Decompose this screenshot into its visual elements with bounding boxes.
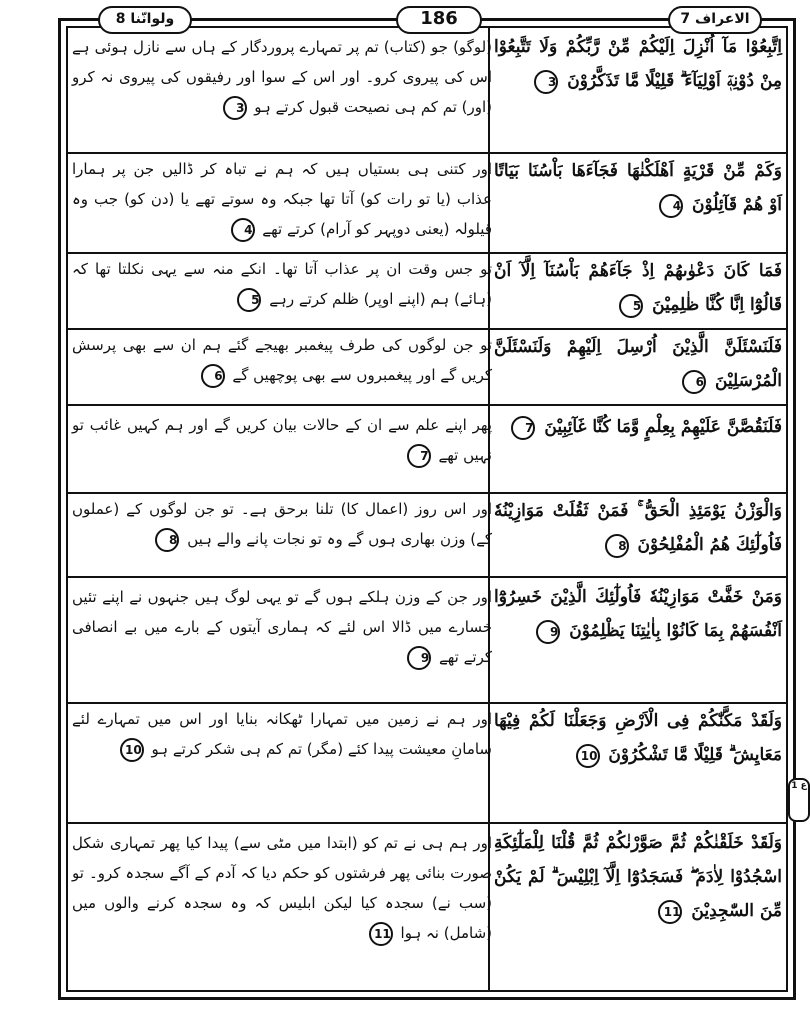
urdu-translation: پھر اپنے علم سے ان کے حالات بیان کریں گے اور ہم کہیں غائب تو نہیں تھے 7 xyxy=(72,410,492,470)
verse-row xyxy=(68,406,786,488)
urdu-translation: تو جس وقت ان پر عذاب آتا تھا۔ انکے منہ سے یہی نکلتا تھا کہ (ہائے) ہم (اپنے اوپر) ظلم کرتے رہے 5 xyxy=(72,254,492,314)
arabic-verse: وَالْوَزْنُ يَوْمَئِذِ الْحَقُّ ۚ فَمَنْ ثَقُلَتْ مَوَازِيْنُهٗ فَاُولٰٓئِكَ هُمُ الْمُفْلِحُوْنَ 8 xyxy=(494,494,782,562)
verse-number: 7 xyxy=(511,416,535,440)
verse-number: 9 xyxy=(407,646,431,670)
verse-number: 10 xyxy=(576,744,600,768)
verse-number: 3 xyxy=(534,70,558,94)
arabic-verse: وَلَقَدْ خَلَقْنٰكُمْ ثُمَّ صَوَّرْنٰكُمْ ثُمَّ قُلْنَا لِلْمَلٰٓئِكَةِ اسْجُدُوْا لِاٰدَمَ ۖ فَسَجَدُوْٓا اِلَّآ اِبْلِيْسَ ۗ لَمْ يَكُنْ مِّنَ السّٰجِدِيْنَ 11 xyxy=(494,826,782,928)
verse-row xyxy=(68,254,786,326)
verse-row xyxy=(68,704,786,816)
surah-name-label: الاعراف 7 xyxy=(668,6,762,34)
urdu-translation: (لوگو) جو (کتاب) تم پر تمہارے پروردگار کے ہاں سے نازل ہوئی ہے اس کی پیروی کرو۔ اور اس کے سوا اور رفیقوں کی پیروی نہ کرو (اور) تم کم ہی نصیحت قبول کرتے ہو 3 xyxy=(72,32,492,122)
page-number: 186 xyxy=(396,6,482,34)
urdu-translation: اور ہم نے زمین میں تمہارا ٹھکانہ بنایا اور اس میں تمہارے لئے سامانِ معیشت پیدا کئے (مگر) تم کم ہی شکر کرتے ہو 10 xyxy=(72,704,492,764)
verse-number: 8 xyxy=(155,528,179,552)
ruku-mark: ع 1 xyxy=(788,778,810,822)
arabic-verse: وَكَمْ مِّنْ قَرْيَةٍ اَهْلَكْنٰهَا فَجَآءَهَا بَاْسُنَا بَيَاتًا اَوْ هُمْ قَآئِلُوْنَ 4 xyxy=(494,154,782,222)
verse-number: 6 xyxy=(682,370,706,394)
quran-page xyxy=(58,4,807,1004)
verse-number: 3 xyxy=(223,96,247,120)
verse-number: 6 xyxy=(201,364,225,388)
arabic-verse: فَمَا كَانَ دَعْوٰىهُمْ اِذْ جَآءَهُمْ بَاْسُنَآ اِلَّآ اَنْ قَالُوْٓا اِنَّا كُنَّا ظٰلِمِيْنَ 5 xyxy=(494,254,782,322)
urdu-translation: تو جن لوگوں کی طرف پیغمبر بھیجے گئے ہم ان سے بھی پرسش کریں گے اور پیغمبروں سے بھی پوچھیں گے 6 xyxy=(72,330,492,390)
urdu-translation: اور کتنی ہی بستیاں ہیں کہ ہم نے تباہ کر ڈالیں جن پر ہمارا عذاب (یا تو رات کو) آتا تھا جبکہ وہ سوتے تھے یا (دن کو) جب وہ قیلولہ (یعنی دوپہر کو آرام) کرتے تھے 4 xyxy=(72,154,492,244)
verse-number: 7 xyxy=(407,444,431,468)
verse-number: 5 xyxy=(237,288,261,312)
verse-number: 11 xyxy=(369,922,393,946)
verse-row xyxy=(68,578,786,698)
arabic-verse: فَلَنَسْئَلَنَّ الَّذِيْنَ اُرْسِلَ اِلَيْهِمْ وَلَنَسْئَلَنَّ الْمُرْسَلِيْنَ 6 xyxy=(494,330,782,398)
verse-number: 4 xyxy=(231,218,255,242)
verse-number: 8 xyxy=(605,534,629,558)
arabic-verse: وَلَقَدْ مَكَّنّٰكُمْ فِى الْاَرْضِ وَجَعَلْنَا لَكُمْ فِيْهَا مَعَايِشَ ۗ قَلِيْلًا مَّا تَشْكُرُوْنَ 10 xyxy=(494,704,782,772)
verse-row xyxy=(68,824,786,984)
arabic-verse: اِتَّبِعُوْا مَآ اُنْزِلَ اِلَيْكُمْ مِّنْ رَّبِّكُمْ وَلَا تَتَّبِعُوْا مِنْ دُوْنِهٖٓ اَوْلِيَآءَ ۗ قَلِيْلًا مَّا تَذَكَّرُوْنَ 3 xyxy=(494,30,782,98)
urdu-translation: اور ہم ہی نے تم کو (ابتدا میں مٹی سے) پیدا کیا پھر تمہاری شکل صورت بنائی پھر فرشتوں کو حکم دیا کہ آدم کے آگے سجدہ کرو۔ تو (سب نے) سجدہ کیا لیکن ابلیس کہ وہ سجدہ کرنے والوں میں (شامل) نہ ہوا 11 xyxy=(72,828,492,948)
verse-number: 5 xyxy=(619,294,643,318)
urdu-translation: اور جن کے وزن ہلکے ہوں گے تو یہی لوگ ہیں جنہوں نے اپنے تئیں خسارے میں ڈالا اس لئے کہ ہماری آیتوں کے بارے میں بے انصافی کرتے تھے 9 xyxy=(72,582,492,672)
verse-row xyxy=(68,494,786,572)
para-name-label: ولوانّنا 8 xyxy=(98,6,192,34)
verse-number: 11 xyxy=(658,900,682,924)
urdu-translation: اور اس روز (اعمال کا) تلنا برحق ہے۔ تو جن لوگوں کے (عملوں کے) وزن بھاری ہوں گے وہ تو نجات پانے والے ہیں 8 xyxy=(72,494,492,554)
verse-row xyxy=(68,154,786,250)
arabic-verse: فَلَنَقُصَّنَّ عَلَيْهِمْ بِعِلْمٍ وَّمَا كُنَّا غَآئِبِيْنَ 7 xyxy=(494,410,782,444)
verse-number: 9 xyxy=(536,620,560,644)
verse-number: 10 xyxy=(120,738,144,762)
arabic-verse: وَمَنْ خَفَّتْ مَوَازِيْنُهٗ فَاُولٰٓئِكَ الَّذِيْنَ خَسِرُوْٓا اَنْفُسَهُمْ بِمَا كَانُوْا بِاٰيٰتِنَا يَظْلِمُوْنَ 9 xyxy=(494,580,782,648)
verse-number: 4 xyxy=(659,194,683,218)
verse-row xyxy=(68,30,786,130)
verse-row xyxy=(68,330,786,400)
